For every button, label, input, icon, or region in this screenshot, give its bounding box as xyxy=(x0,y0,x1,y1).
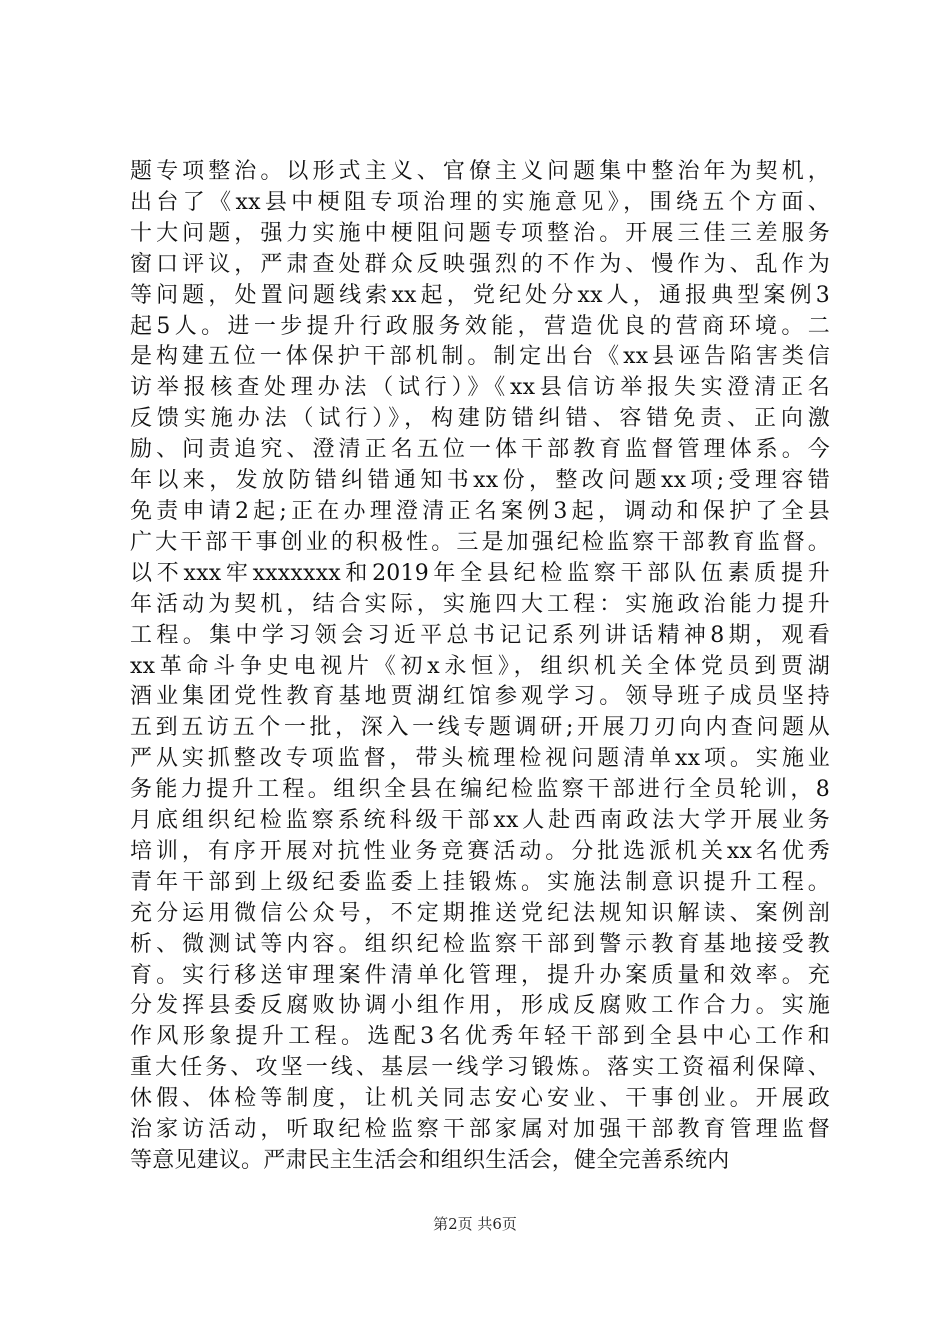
text-line: 充分运用微信公众号，不定期推送党纪法规知识解读、案例剖 xyxy=(130,900,830,926)
text-line: 访举报核查处理办法（试行）》《xx县信访举报失实澄清正名 xyxy=(130,375,830,401)
text-line: 励、问责追究、澄清正名五位一体干部教育监督管理体系。今 xyxy=(130,437,830,463)
text-line: 严从实抓整改专项监督，带头梳理检视问题清单xx项。实施业 xyxy=(130,746,830,772)
text-line: 十大问题，强力实施中梗阻问题专项整治。开展三佳三差服务 xyxy=(130,220,830,246)
text-line: 作风形象提升工程。选配3名优秀年轻干部到全县中心工作和 xyxy=(130,1024,830,1050)
text-line: 以不xxx牢xxxxxxx和2019年全县纪检监察干部队伍素质提升 xyxy=(130,560,830,586)
page-footer: 第2页 共6页 xyxy=(433,1215,517,1233)
text-line: 分发挥县委反腐败协调小组作用，形成反腐败工作合力。实施 xyxy=(130,993,830,1019)
text-line: 工程。集中学习领会习近平总书记记系列讲话精神8期，观看 xyxy=(130,622,830,648)
text-line: 析、微测试等内容。组织纪检监察干部到警示教育基地接受教 xyxy=(130,931,830,957)
text-line: 等意见建议。严肃民主生活会和组织生活会，健全完善系统内 xyxy=(130,1148,730,1173)
text-line: 反馈实施办法（试行）》，构建防错纠错、容错免责、正向激 xyxy=(130,406,830,432)
text-line: 年以来，发放防错纠错通知书xx份，整改问题xx项;受理容错 xyxy=(130,468,830,494)
text-line: 重大任务、攻坚一线、基层一线学习锻炼。落实工资福利保障、 xyxy=(130,1055,830,1081)
text-line: 务能力提升工程。组织全县在编纪检监察干部进行全员轮训，8 xyxy=(130,777,830,803)
text-line: 免责申请2起;正在办理澄清正名案例3起，调动和保护了全县 xyxy=(130,498,830,524)
text-line: 等问题，处置问题线索xx起，党纪处分xx人，通报典型案例3 xyxy=(130,282,830,308)
text-line: 是构建五位一体保护干部机制。制定出台《xx县诬告陷害类信 xyxy=(130,344,830,370)
text-line: 月底组织纪检监察系统科级干部xx人赴西南政法大学开展业务 xyxy=(130,808,830,834)
text-line: 窗口评议，严肃查处群众反映强烈的不作为、慢作为、乱作为 xyxy=(130,251,830,277)
text-line: xx革命斗争史电视片《初x永恒》，组织机关全体党员到贾湖 xyxy=(130,653,830,679)
text-line: 休假、体检等制度，让机关同志安心安业、干事创业。开展政 xyxy=(130,1086,830,1112)
text-line: 育。实行移送审理案件清单化管理，提升办案质量和效率。充 xyxy=(130,962,830,988)
text-line: 五到五访五个一批，深入一线专题调研;开展刀刃向内查问题从 xyxy=(130,715,830,741)
body-paragraph xyxy=(130,157,830,1177)
text-line: 广大干部干事创业的积极性。三是加强纪检监察干部教育监督。 xyxy=(130,529,830,555)
text-line: 起5人。进一步提升行政服务效能，营造优良的营商环境。二 xyxy=(130,313,830,339)
text-line: 年活动为契机，结合实际，实施四大工程：实施政治能力提升 xyxy=(130,591,830,617)
text-line: 题专项整治。以形式主义、官僚主义问题集中整治年为契机， xyxy=(130,159,830,184)
text-line: 酒业集团党性教育基地贾湖红馆参观学习。领导班子成员坚持 xyxy=(130,684,830,710)
text-line: 青年干部到上级纪委监委上挂锻炼。实施法制意识提升工程。 xyxy=(130,869,830,895)
text-line: 出台了《xx县中梗阻专项治理的实施意见》，围绕五个方面、 xyxy=(130,189,830,215)
text-line: 治家访活动，听取纪检监察干部家属对加强干部教育管理监督 xyxy=(130,1117,830,1143)
text-line: 培训，有序开展对抗性业务竞赛活动。分批选派机关xx名优秀 xyxy=(130,838,830,864)
